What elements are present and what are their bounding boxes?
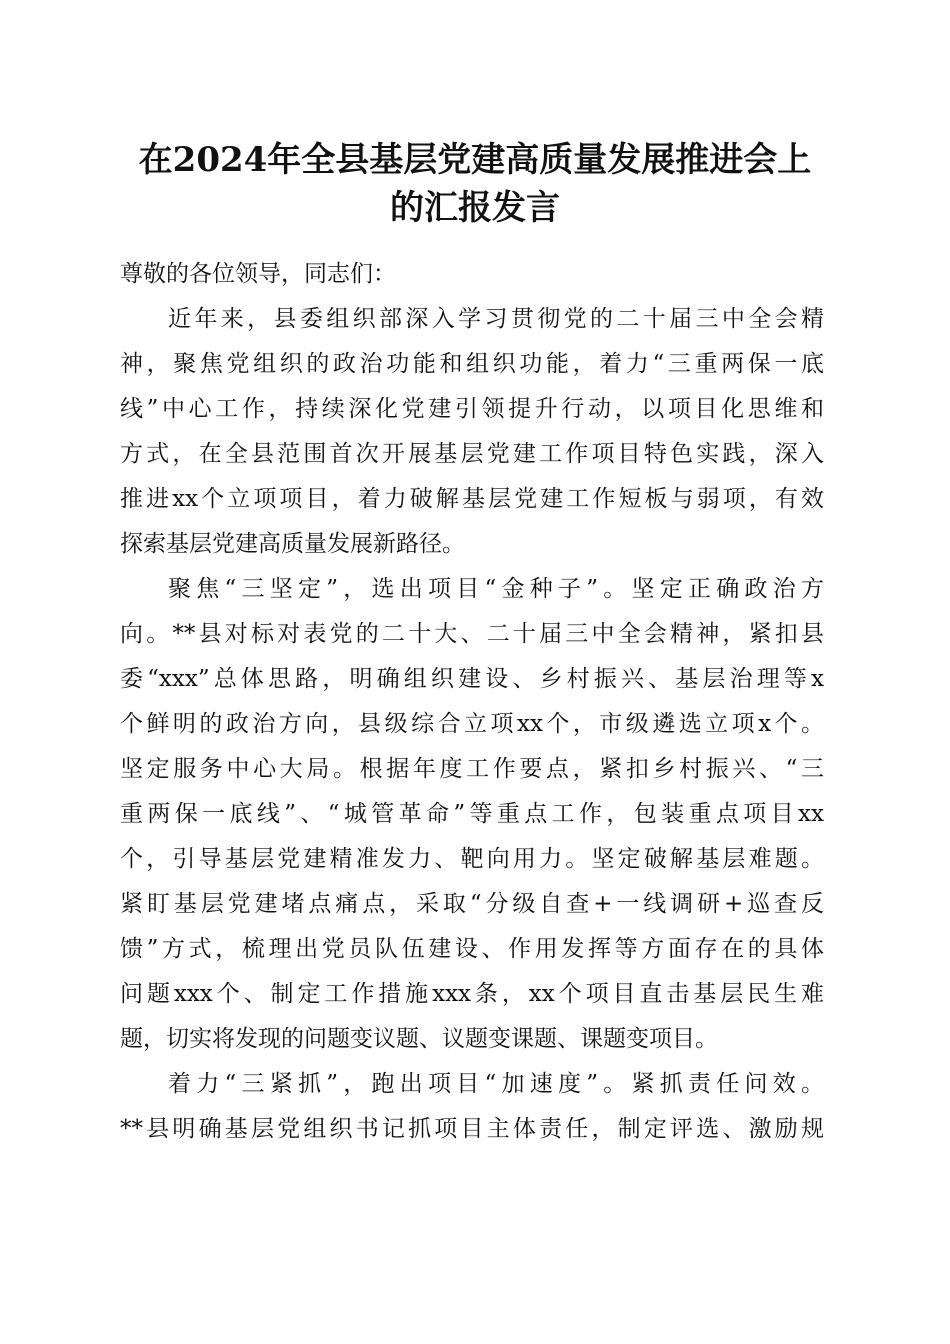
paragraph-line: 探索基层党建高质量发展新路径。 <box>120 531 465 557</box>
paragraph-line: **县明确基层党组织书记抓项目主体责任，制定评选、激励规 <box>120 1116 824 1142</box>
title-line-1: 在2024年全县基层党建高质量发展推进会上 <box>138 140 812 180</box>
paragraph-line: 着力“三紧抓”，跑出项目“加速度”。紧抓责任问效。 <box>168 1071 824 1097</box>
document-title <box>110 136 840 232</box>
salutation: 尊敬的各位领导，同志们： <box>120 261 396 287</box>
title-line-2: 的汇报发言 <box>390 188 560 228</box>
paragraph-line: 方式，在全县范围首次开展基层党建工作项目特色实践，深入 <box>120 441 824 467</box>
paragraph-line: 问题xxx个、制定工作措施xxx条，xx个项目直击基层民生难 <box>120 981 824 1007</box>
paragraph-line: 紧盯基层党建堵点痛点，采取“分级自查+一线调研+巡查反 <box>120 891 824 917</box>
paragraph-line: 坚定服务中心大局。根据年度工作要点，紧扣乡村振兴、“三 <box>120 756 824 782</box>
paragraph-line: 向。**县对标对表党的二十大、二十届三中全会精神，紧扣县 <box>120 621 824 647</box>
paragraph-line: 推进xx个立项项目，着力破解基层党建工作短板与弱项，有效 <box>120 486 824 512</box>
paragraph-line: 个，引导基层党建精准发力、靶向用力。坚定破解基层难题。 <box>120 846 824 872</box>
paragraph-line: 题，切实将发现的问题变议题、议题变课题、课题变项目。 <box>120 1026 718 1052</box>
document-body <box>120 252 824 1152</box>
paragraph-line: 聚焦“三坚定”，选出项目“金种子”。坚定正确政治方 <box>168 576 824 602</box>
paragraph-line: 重两保一底线”、“城管革命”等重点工作，包装重点项目xx <box>120 801 824 827</box>
paragraph-line: 个鲜明的政治方向，县级综合立项xx个，市级遴选立项x个。 <box>120 711 824 737</box>
paragraph-line: 近年来，县委组织部深入学习贯彻党的二十届三中全会精 <box>168 306 824 332</box>
paragraph-line: 馈”方式，梳理出党员队伍建设、作用发挥等方面存在的具体 <box>120 936 824 962</box>
paragraph-line: 线”中心工作，持续深化党建引领提升行动，以项目化思维和 <box>120 396 824 422</box>
paragraph-line: 委“xxx”总体思路，明确组织建设、乡村振兴、基层治理等x <box>120 666 824 692</box>
paragraph-line: 神，聚焦党组织的政治功能和组织功能，着力“三重两保一底 <box>120 351 824 377</box>
